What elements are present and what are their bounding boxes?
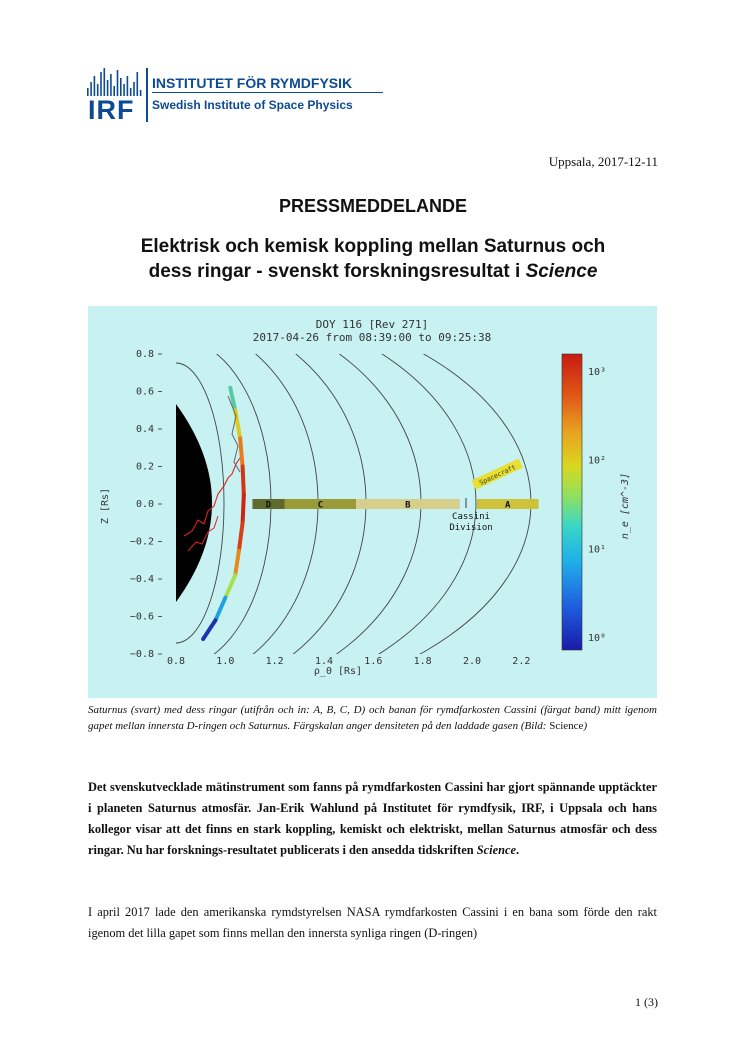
saturn-density-plot <box>88 306 657 698</box>
x-tick-label: 2.2 <box>512 656 531 667</box>
date-line: Uppsala, 2017-12-11 <box>548 154 658 169</box>
logo-subtitle: Swedish Institute of Space Physics <box>152 98 353 112</box>
ring-bars <box>252 499 538 511</box>
caption-source: Science <box>549 720 584 732</box>
spacecraft-tag-label: Spacecraft <box>478 463 517 487</box>
colorbar-tick-label: 10³ <box>588 367 607 378</box>
logo-bar <box>140 90 142 96</box>
y-tick-label: −0.6 <box>129 611 154 623</box>
colorbar <box>562 354 582 650</box>
logo-bar <box>110 74 112 96</box>
y-axis-label: Z [Rs] <box>100 487 111 525</box>
title-line-2: dess ringar - svenskt forskningsresultat i <box>148 261 526 282</box>
cassini-label-2: Division <box>449 523 493 533</box>
irf-logo <box>86 64 386 126</box>
caption-end: ) <box>583 720 588 732</box>
trajectory-segment <box>235 410 240 438</box>
trajectory-segment <box>243 495 244 523</box>
logo-abbr: IRF <box>88 95 135 125</box>
x-tick-label: 1.0 <box>216 656 235 667</box>
lead-journal: Science <box>476 843 516 857</box>
x-tick-label: 1.8 <box>413 656 432 667</box>
colorbar-label: n_e [cm^-3] <box>620 472 631 540</box>
y-tick-label: 0.6 <box>135 386 154 398</box>
logo-bar <box>120 78 122 96</box>
ring-label: D <box>265 500 272 511</box>
saturn-ring-figure <box>88 306 657 698</box>
trajectory-segment <box>243 467 244 495</box>
colorbar-tick-label: 10¹ <box>588 544 607 556</box>
irf-logo-mark <box>86 64 144 126</box>
figure-header-2: 2017-04-26 from 08:39:00 to 09:25:38 <box>252 331 492 344</box>
trajectory-segment <box>235 551 239 575</box>
x-tick-label: 2.0 <box>462 656 482 667</box>
logo-bar <box>107 80 109 96</box>
title-line-1: Elektrisk och kemisk koppling mellan Saturnus och <box>140 236 606 257</box>
trajectory-segment <box>240 438 242 466</box>
x-tick-label: 0.8 <box>166 656 186 667</box>
figure-caption <box>88 702 657 734</box>
x-axis-label: ρ_0 [Rs] <box>313 666 363 677</box>
ring-label: C <box>317 500 324 511</box>
logo-underline <box>152 92 383 93</box>
ring-label: B <box>405 500 411 511</box>
cassini-label-1: Cassini <box>452 512 490 522</box>
lead-paragraph <box>88 777 657 861</box>
press-label: PRESSMEDDELANDE <box>278 196 468 216</box>
logo-divider <box>146 68 148 122</box>
x-tick-label: 1.4 <box>314 656 334 667</box>
x-tick-label: 1.2 <box>265 656 284 667</box>
page-number: 1 (3) <box>635 995 658 1009</box>
saturn-disc <box>176 404 212 602</box>
logo-bar <box>127 76 129 96</box>
trajectory-segment <box>203 620 215 639</box>
logo-bar <box>117 70 119 96</box>
y-tick-label: −0.4 <box>129 574 154 585</box>
colorbar-tick-label: 10⁰ <box>588 633 607 644</box>
caption-text: Saturnus (svart) med dess ringar (utifrån och in: A, B, C, D) och banan för rymdfarkosten Cassini (färgat band) mitt igenom gapet mellan innersta D-ringen och Saturnus. Färgskalan anger densiteten på den laddade gasen (Bild: <box>88 704 657 732</box>
colorbar-ticks <box>588 367 606 644</box>
title-journal: Science <box>525 261 598 282</box>
y-tick-label: 0.0 <box>135 499 154 510</box>
spacecraft-tag <box>471 459 522 490</box>
logo-name: INSTITUTET FÖR RYMDFYSIK <box>152 75 353 91</box>
body-paragraph: I april 2017 lade den amerikanska rymdstyrelsen NASA rymdfarkosten Cassini i en bana som förde den rakt igenom det lilla gapet som finns mellan den innersta synliga ringen (D-ringen) <box>88 905 657 940</box>
ring-label: A <box>505 500 511 511</box>
figure-header-1: DOY 116 [Rev 271] <box>315 318 429 331</box>
waveform-icon <box>86 66 144 96</box>
logo-bar <box>137 72 139 96</box>
y-tick-label: −0.2 <box>129 536 154 548</box>
y-tick-label: 0.2 <box>135 461 154 473</box>
x-tick-label: 1.6 <box>364 656 383 667</box>
lead-end: . <box>515 843 520 857</box>
logo-bar <box>90 82 92 96</box>
logo-bar <box>100 72 102 96</box>
page-title <box>0 234 746 284</box>
trajectory-segment <box>225 575 235 598</box>
y-tick-label: −0.8 <box>129 649 154 660</box>
lead-text: Det svenskutvecklade mätinstrument som fanns på rymdfarkosten Cassini har gjort spännande upptäckter i planeten Saturnus atmosfär. Jan-Erik Wahlund på Institutet för rymdfysik, IRF, i Uppsala och hans kollegor visar att det finns en stark koppling, kemiskt och elektriskt, mellan Saturnus atmosfär och dess ringar. Nu har forsknings-resultatet publicerats i den ansedda tidskriften <box>88 780 657 857</box>
y-tick-label: 0.8 <box>135 349 154 360</box>
trajectory-segment <box>215 598 225 621</box>
logo-bar <box>94 76 96 96</box>
y-tick-label: 0.4 <box>135 424 154 435</box>
logo-bar <box>133 82 135 96</box>
trajectory-segment <box>239 523 243 551</box>
logo-bar <box>104 68 106 96</box>
colorbar-tick-label: 10² <box>588 455 607 467</box>
